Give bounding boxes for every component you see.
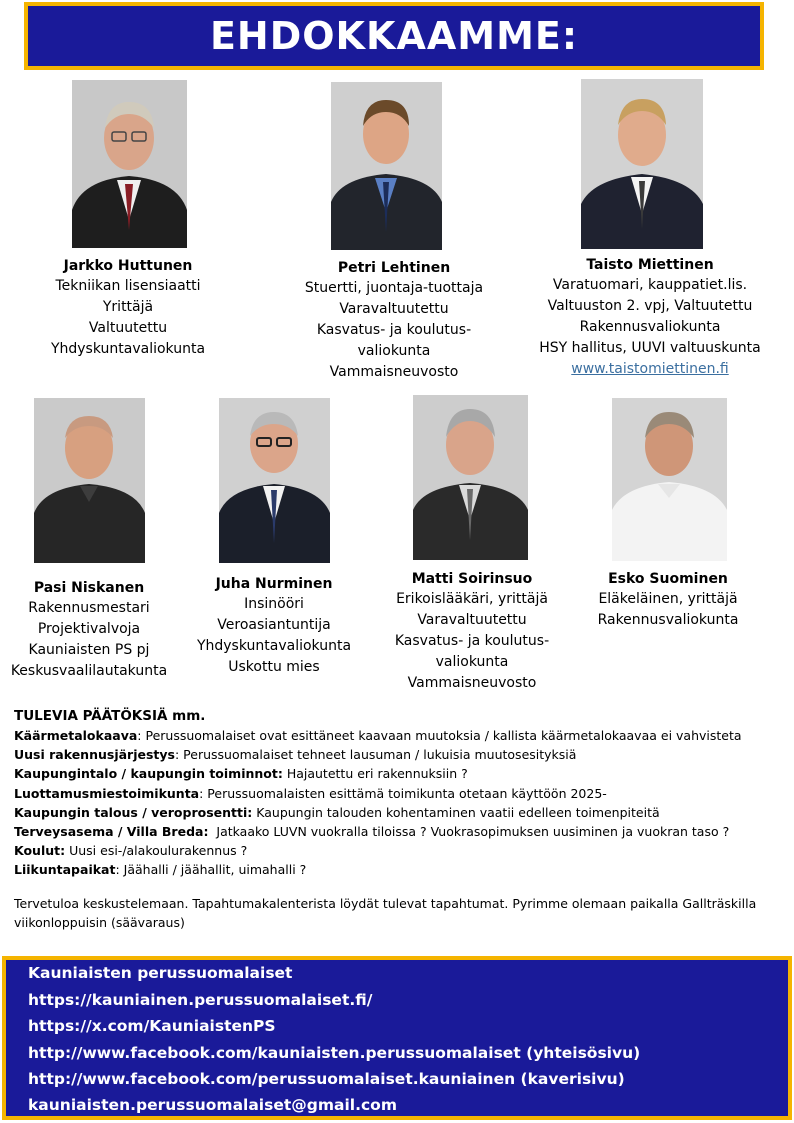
candidate-detail: Rakennusvaliokunta bbox=[579, 319, 721, 335]
candidate-card-suominen bbox=[568, 569, 768, 631]
candidate-detail: Yrittäjä bbox=[102, 299, 154, 315]
decision-item bbox=[14, 841, 784, 860]
candidate-photo-suominen bbox=[612, 398, 727, 561]
decision-text: Perussuomalaiset tehneet lausuman / lukuisia muutosesityksiä bbox=[179, 747, 577, 763]
website-link[interactable]: https://kauniainen.perussuomalaiset.fi/ bbox=[28, 991, 373, 1009]
contact-box bbox=[2, 956, 792, 1120]
candidate-name: Juha Nurminen bbox=[215, 576, 333, 592]
facebook-community-link[interactable]: http://www.facebook.com/kauniaisten.perussuomalaiset (yhteisösivu) bbox=[28, 1044, 641, 1062]
decision-label: Uusi rakennusjärjestys bbox=[14, 747, 175, 763]
decision-item bbox=[14, 764, 784, 783]
decision-separator: : bbox=[174, 747, 180, 763]
candidate-detail: Yhdyskuntavaliokunta bbox=[196, 638, 352, 654]
candidate-detail: Rakennusvaliokunta bbox=[597, 612, 739, 628]
candidate-photo-lehtinen bbox=[331, 82, 442, 250]
candidate-detail: valiokunta bbox=[435, 654, 509, 670]
candidate-detail: Erikoislääkäri, yrittäjä bbox=[396, 591, 548, 607]
candidate-detail: Valtuuston 2. vpj, Valtuutettu bbox=[547, 298, 753, 314]
candidate-detail: Rakennusmestari bbox=[28, 600, 150, 616]
decision-item bbox=[14, 726, 784, 745]
candidate-detail: Kasvatus- ja koulutus- bbox=[316, 322, 472, 338]
decision-text: Jatkaako LUVN vuokralla tiloissa ? Vuokrasopimuksen uusiminen ja vuokran taso ? bbox=[208, 824, 730, 840]
candidate-name: Pasi Niskanen bbox=[33, 580, 145, 596]
candidate-detail: Tekniikan lisensiaatti bbox=[55, 278, 201, 294]
decision-label: Liikuntapaikat bbox=[14, 862, 116, 878]
candidate-photo-miettinen bbox=[581, 79, 703, 249]
decision-label: Käärmetalokaava bbox=[14, 728, 138, 743]
candidate-detail: Stuertti, juontaja-tuottaja bbox=[304, 280, 484, 296]
decisions-title: TULEVIA PÄÄTÖKSIÄ mm. bbox=[14, 708, 206, 724]
candidate-detail: Varatuomari, kauppatiet.lis. bbox=[552, 277, 748, 293]
decision-text: Uusi esi-/alakoulurakennus ? bbox=[65, 843, 248, 859]
decisions-section bbox=[14, 706, 784, 932]
candidate-name: Jarkko Huttunen bbox=[63, 258, 193, 274]
welcome-text: Tervetuloa keskustelemaan. Tapahtumakalenterista löydät tulevat tapahtumat. Pyrimme olemaan paikalla Gallträskilla viikonloppuisin (säävaraus) bbox=[14, 895, 757, 930]
title-banner bbox=[24, 2, 764, 70]
decision-item bbox=[14, 822, 784, 841]
candidate-detail: Vammaisneuvosto bbox=[329, 364, 459, 380]
candidate-card-miettinen bbox=[522, 255, 778, 380]
decision-item bbox=[14, 860, 784, 879]
candidate-detail: Veroasiantuntija bbox=[217, 617, 331, 633]
candidate-photo-huttunen bbox=[72, 80, 187, 248]
candidate-photo-nurminen bbox=[219, 398, 330, 563]
candidate-detail: Vammaisneuvosto bbox=[407, 675, 537, 691]
candidate-photo-soirinsuo bbox=[413, 395, 528, 560]
party-name: Kauniaisten perussuomalaiset bbox=[28, 964, 293, 982]
decision-label: Koulut: bbox=[14, 843, 66, 859]
candidate-card-nurminen bbox=[164, 574, 384, 678]
decision-separator: : bbox=[137, 728, 142, 743]
candidate-name: Petri Lehtinen bbox=[337, 260, 451, 276]
decision-separator: : bbox=[115, 862, 120, 878]
candidate-detail: Uskottu mies bbox=[228, 659, 320, 675]
facebook-friend-link[interactable]: http://www.facebook.com/perussuomalaiset.kauniainen (kaverisivu) bbox=[28, 1070, 625, 1088]
decision-text: Perussuomalaiset ovat esittäneet kaavaan muutoksia / kallista käärmetalokaavaa ei vahvisteta bbox=[141, 728, 742, 743]
candidate-detail: Projektivalvoja bbox=[37, 621, 141, 637]
decision-text: Hajautettu eri rakennuksiin ? bbox=[282, 766, 468, 782]
decision-separator: : bbox=[199, 785, 204, 801]
page-title: EHDOKKAAMME: bbox=[209, 14, 579, 58]
candidate-name: Matti Soirinsuo bbox=[411, 571, 533, 587]
decision-text: Kaupungin talouden kohentaminen vaatii edelleen toimenpiteitä bbox=[252, 804, 660, 820]
candidate-card-huttunen bbox=[2, 256, 254, 360]
candidate-detail: Eläkeläinen, yrittäjä bbox=[598, 591, 738, 607]
candidate-detail: HSY hallitus, UUVI valtuuskunta bbox=[539, 340, 761, 356]
decision-label: Luottamusmiestoimikunta bbox=[14, 785, 200, 801]
candidate-detail: Keskusvaalilautakunta bbox=[10, 663, 168, 679]
decision-item bbox=[14, 784, 784, 803]
candidate-website-link[interactable]: www.taistomiettinen.fi bbox=[571, 361, 729, 377]
candidate-detail: Valtuutettu bbox=[88, 320, 168, 336]
decision-item bbox=[14, 745, 784, 764]
email-link[interactable]: kauniaisten.perussuomalaiset@gmail.com bbox=[28, 1096, 397, 1114]
candidate-detail: valiokunta bbox=[357, 343, 431, 359]
decision-label: Terveysasema / Villa Breda: bbox=[14, 824, 209, 840]
candidate-photo-niskanen bbox=[34, 398, 145, 563]
candidate-detail: Kasvatus- ja koulutus- bbox=[394, 633, 550, 649]
candidate-name: Taisto Miettinen bbox=[586, 257, 714, 273]
decision-text: Perussuomalaisten esittämä toimikunta otetaan käyttöön 2025- bbox=[203, 785, 607, 801]
candidate-card-soirinsuo bbox=[362, 569, 582, 694]
candidate-detail: Insinööri bbox=[244, 596, 304, 612]
candidate-detail: Varavaltuutettu bbox=[417, 612, 527, 628]
decision-label: Kaupungin talous / veroprosentti: bbox=[14, 804, 253, 820]
decision-label: Kaupungintalo / kaupungin toiminnot: bbox=[14, 766, 283, 782]
decision-text: Jäähalli / jäähallit, uimahalli ? bbox=[119, 862, 307, 878]
candidate-detail: Yhdyskuntavaliokunta bbox=[50, 341, 206, 357]
x-link[interactable]: https://x.com/KauniaistenPS bbox=[28, 1017, 276, 1035]
candidate-detail: Varavaltuutettu bbox=[339, 301, 449, 317]
candidate-card-lehtinen bbox=[268, 258, 520, 383]
candidate-detail: Kauniaisten PS pj bbox=[28, 642, 150, 658]
candidate-name: Esko Suominen bbox=[608, 571, 728, 587]
decision-item bbox=[14, 803, 784, 822]
